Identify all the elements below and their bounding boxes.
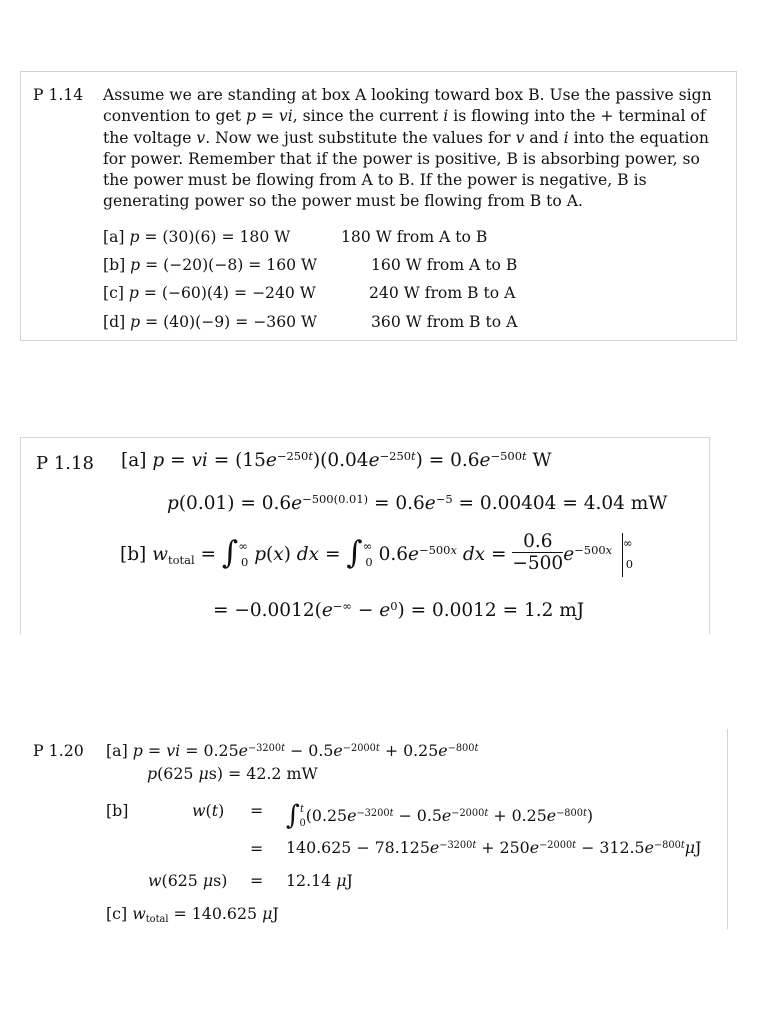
p118-line-wtotal: [b] $w_{total} = \int^\infty_0$ p(x) dx = $\int^\infty_0$ $0.6e^{-500x}$ dx = $\frac{0.6}{-500}$ $e^{-500x}$ ∞$_0$ <box>120 533 633 577</box>
equals-sign: = <box>250 871 264 890</box>
paragraph-line: Assume we are standing at box A looking toward box B. Use the passive sign <box>103 86 712 104</box>
problem-label-1-20: P 1.20 <box>33 741 84 760</box>
row-equation: p = (−60)(4) = −240 W <box>128 284 316 302</box>
p118-line-p001: $p(0.01) = 0.6e^{-500(0.01)} = 0.6e^{-5} = 0.00404 = 4.04$ mW <box>167 491 668 514</box>
tag-c: [c] <box>106 904 128 923</box>
answer-row-b <box>103 256 317 274</box>
row-equation: p = (30)(6) = 180 W <box>129 228 291 246</box>
paragraph-line: convention to get p = vi, since the current i is flowing into the + terminal of <box>103 107 706 126</box>
p120-line-p625: p(625 μs) = 42.2 mW <box>147 764 318 783</box>
equals-sign: = <box>250 839 264 858</box>
equals-sign: = <box>250 801 264 820</box>
row-tag: [b] <box>103 256 126 274</box>
p120-line-a: [a] p = vi = $0.25e^{-3200t} - 0.5e^{-2000t} + 0.25e^{-800t}$ <box>106 741 479 760</box>
p120-wt-label: w(t) <box>192 801 225 820</box>
p120-w625-value: 12.14 μJ <box>286 871 353 890</box>
problem-label-1-18: P 1.18 <box>36 453 94 474</box>
row-result: 360 W from B to A <box>371 313 518 331</box>
answer-row-a <box>103 228 290 246</box>
problem-1-14-paragraph <box>103 85 728 213</box>
p118-line-a: [a] p = vi = $(15e^{-250t})(0.04e^{-250t}) = 0.6e^{-500t}$ W <box>121 448 552 471</box>
row-tag: [c] <box>103 284 124 302</box>
tag-b: [b] <box>106 801 129 820</box>
row-result: 160 W from A to B <box>371 256 518 274</box>
row-tag: [a] <box>103 228 125 246</box>
answer-row-d <box>103 313 317 331</box>
problem-label-1-14: P 1.14 <box>33 86 84 104</box>
p120-wt-result: $140.625 - 78.125e^{-3200t} + 250e^{-2000t} - 312.5e^{-800t}\mu J$ <box>286 838 702 857</box>
p120-integral: $\int^t_0(0.25e^{-3200t} - 0.5e^{-2000t} + 0.25e^{-800t})$ <box>286 799 594 831</box>
p120-w625-label: w(625 μs) <box>148 871 228 890</box>
paragraph-line: for power. Remember that if the power is positive, B is absorbing power, so <box>103 149 700 168</box>
p120-line-c: [c] $w_{total} = 140.625$ μJ <box>106 904 279 926</box>
answer-row-c <box>103 284 316 302</box>
row-equation: p = (40)(−9) = −360 W <box>130 313 318 331</box>
tag-b: [b] <box>120 544 147 565</box>
row-result: 240 W from B to A <box>369 284 516 302</box>
tag-a: [a] <box>121 450 147 471</box>
row-equation: p = (−20)(−8) = 160 W <box>130 256 318 274</box>
p118-line-result: = $-0.0012(e^{-\infty} - e^0) = 0.0012 = 1.2$ mJ <box>213 598 585 621</box>
paragraph-line: the voltage v. Now we just substitute the values for v and i into the equation <box>103 128 709 147</box>
row-tag: [d] <box>103 313 126 331</box>
tag-a: [a] <box>106 741 128 760</box>
paragraph-line: the power must be flowing from A to B. If the power is negative, B is <box>103 171 647 190</box>
row-result: 180 W from A to B <box>341 228 488 246</box>
paragraph-line: generating power so the power must be flowing from B to A. <box>103 192 583 211</box>
